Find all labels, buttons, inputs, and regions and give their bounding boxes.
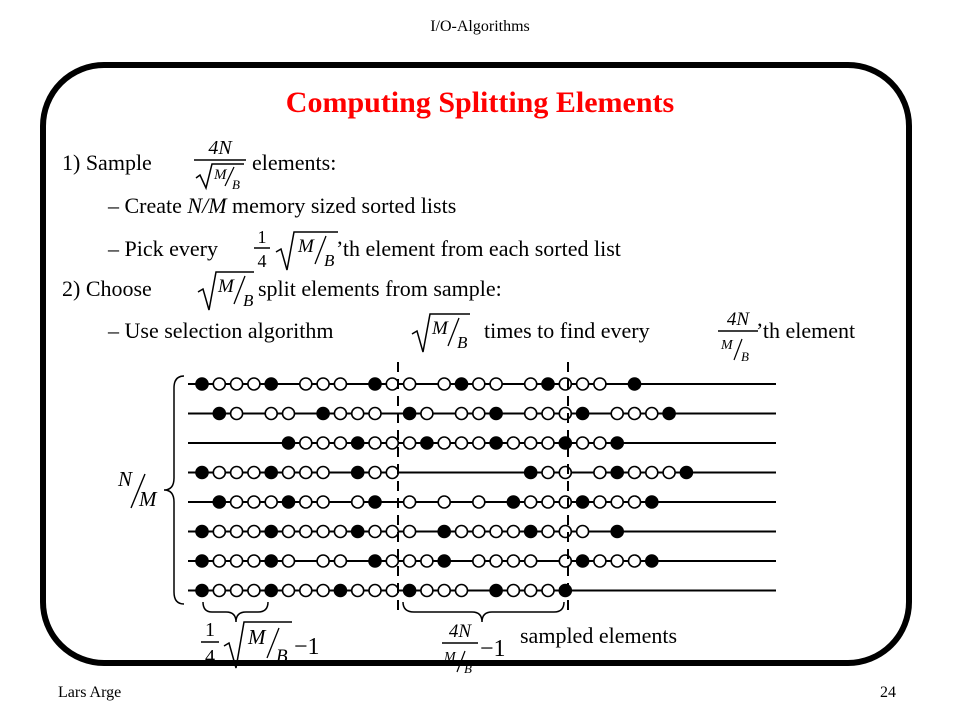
list-element [248,585,260,597]
list-element [317,378,329,390]
list-element [646,408,658,420]
denominator-b: B [741,349,749,364]
list-element [213,555,225,567]
bullet3-prefix: Use selection algorithm [124,318,334,343]
bullet2-dash: – [108,236,119,261]
sampled-element [196,378,208,390]
list-row [188,585,776,597]
list-element [490,555,502,567]
header-title: I/O-Algorithms [430,18,530,35]
radicand-b: B [324,251,335,270]
list-element [542,408,554,420]
list-element [559,555,571,567]
denominator-m: M [444,650,456,665]
list-element [594,555,606,567]
bullet3-dash: – [108,318,119,343]
list-element [646,467,658,479]
sampled-element [334,585,346,597]
sampled-element [663,408,675,420]
sampled-element [213,496,225,508]
sampled-element [680,467,692,479]
list-element [213,467,225,479]
list-element [525,585,537,597]
sampled-element [646,496,658,508]
sampled-element [507,496,519,508]
list-element [369,408,381,420]
sampled-element [611,437,623,449]
list-element [248,555,260,567]
step2-prefix: 2) Choose [62,276,152,301]
list-element [490,526,502,538]
list-row [188,526,776,538]
list-element [404,437,416,449]
sampled-element [317,408,329,420]
brace-label-m: M [139,487,157,511]
list-element [265,408,277,420]
list-element [577,378,589,390]
sampled-element [438,526,450,538]
list-element [507,555,519,567]
sampled-element [265,467,277,479]
slide-title: Computing Splitting Elements [285,86,675,119]
list-element [559,496,571,508]
list-element [248,467,260,479]
list-element [559,467,571,479]
list-element [404,496,416,508]
list-element [300,437,312,449]
radicand-m: M [432,318,448,339]
list-element [334,526,346,538]
list-element [525,437,537,449]
list-element [352,585,364,597]
list-element [629,555,641,567]
sampled-element [525,526,537,538]
list-element [283,467,295,479]
list-element [559,378,571,390]
list-element [231,585,243,597]
list-element [334,408,346,420]
list-row [188,467,776,479]
sampled-element [352,526,364,538]
list-row [188,496,776,508]
list-element [248,496,260,508]
list-element [559,408,571,420]
sampled-element [577,496,589,508]
step1-prefix: 1) Sample [62,150,152,175]
sampled-element [438,555,450,567]
list-element [663,467,675,479]
list-element [265,496,277,508]
sampled-element [404,408,416,420]
list-element [369,585,381,597]
minus-one: −1 [480,636,506,662]
list-element [629,467,641,479]
footer-author: Lars Arge [58,684,122,701]
sampled-element [421,437,433,449]
sampled-element [490,408,502,420]
sampled-element [629,378,641,390]
list-element [456,585,468,597]
list-element [334,437,346,449]
sampled-element [559,437,571,449]
list-element [594,437,606,449]
quarter-denominator: 4 [205,646,215,668]
list-element [317,555,329,567]
bullet3-middle: times to find every [484,318,650,343]
list-element [231,496,243,508]
list-element [507,526,519,538]
sampled-element [352,467,364,479]
list-element [369,526,381,538]
brace-label-n: N [118,467,133,491]
quarter-numerator: 1 [257,227,267,247]
list-element [473,526,485,538]
denominator-m: M [721,338,733,353]
list-element [213,585,225,597]
list-element [317,496,329,508]
bullet2-suffix: ’th element from each sorted list [336,236,621,261]
list-element [404,555,416,567]
sampled-element [369,555,381,567]
list-element [386,526,398,538]
list-element [438,496,450,508]
list-element [317,526,329,538]
list-element [438,378,450,390]
list-element [248,526,260,538]
list-row [188,437,776,449]
list-element [213,378,225,390]
sampled-element [646,555,658,567]
sampled-element [283,437,295,449]
list-element [283,408,295,420]
quarter-numerator: 1 [205,619,215,641]
list-element [594,496,606,508]
list-element [507,585,519,597]
sampled-element [525,467,537,479]
bullet1-prefix: Create [124,193,182,218]
list-element [473,437,485,449]
list-element [283,555,295,567]
sampled-element [490,437,502,449]
list-element [542,526,554,538]
radicand-m: M [248,625,266,649]
list-element [525,378,537,390]
list-element [542,467,554,479]
list-element [283,585,295,597]
list-element [231,555,243,567]
list-element [611,408,623,420]
list-element [629,496,641,508]
sampled-element [577,408,589,420]
list-element [507,437,519,449]
list-element [421,408,433,420]
sampled-element [196,585,208,597]
sampled-element [611,526,623,538]
step1-suffix: elements: [252,150,337,175]
list-element [334,555,346,567]
quarter-denominator: 4 [257,251,267,271]
radicand-b: B [232,177,240,192]
list-element [369,437,381,449]
list-element [231,408,243,420]
list-element [248,378,260,390]
list-element [421,555,433,567]
list-element [404,526,416,538]
sampled-element [196,526,208,538]
sampled-element [196,467,208,479]
sampled-element [196,555,208,567]
sampled-element [213,408,225,420]
denominator-b: B [464,661,472,676]
list-row [188,555,776,567]
sampled-element [265,526,277,538]
sampled-element [611,467,623,479]
list-element [231,378,243,390]
list-element [525,496,537,508]
list-element [300,378,312,390]
list-rows [188,378,776,597]
fraction-numerator: 4N [208,137,232,159]
list-element [456,526,468,538]
list-element [213,526,225,538]
list-element [456,437,468,449]
list-element [231,467,243,479]
sampled-element [265,555,277,567]
sampled-element [283,496,295,508]
list-element [438,585,450,597]
step2-suffix: split elements from sample: [258,276,502,301]
sampled-element [559,585,571,597]
left-curly-brace [164,376,184,604]
sampled-element [542,378,554,390]
fraction-numerator: 4N [726,309,750,330]
list-element [300,526,312,538]
list-element [629,408,641,420]
list-element [438,437,450,449]
sampled-element [265,378,277,390]
list-element [300,585,312,597]
radicand-m: M [298,236,314,257]
list-element [334,378,346,390]
list-row [188,408,776,420]
list-element [456,408,468,420]
list-element [542,585,554,597]
bullet2-prefix: Pick every [124,236,218,261]
minus-one: −1 [294,634,320,660]
list-element [594,467,606,479]
list-element [542,437,554,449]
sampled-element [456,378,468,390]
list-element [317,437,329,449]
list-element [317,467,329,479]
radicand-b: B [457,333,468,352]
list-element [611,496,623,508]
list-element [317,585,329,597]
list-element [577,526,589,538]
list-element [594,378,606,390]
label-4n-over-m-b-minus-one [440,616,520,676]
list-element [611,555,623,567]
list-element [490,378,502,390]
bullet1-expression: N/M [187,193,227,218]
footer-page-number: 24 [880,684,896,701]
list-element [386,467,398,479]
list-element [300,467,312,479]
list-element [525,408,537,420]
list-element [404,378,416,390]
list-element [352,408,364,420]
sampled-element [369,378,381,390]
sampled-element [490,585,502,597]
list-element [473,408,485,420]
radicand-b: B [243,291,254,310]
list-element [473,555,485,567]
sampled-element [404,585,416,597]
list-element [283,526,295,538]
fraction-numerator: 4N [448,621,472,642]
list-element [473,496,485,508]
list-element [352,496,364,508]
list-element [386,437,398,449]
sampled-element [265,585,277,597]
bullet1-suffix: memory sized sorted lists [232,193,457,218]
list-element [542,496,554,508]
list-element [300,496,312,508]
sampled-elements-label: sampled elements [520,623,678,648]
radicand-m: M [218,276,234,297]
list-element [386,555,398,567]
list-element [369,467,381,479]
bullet3-suffix: ’th element [756,318,856,343]
list-element [473,378,485,390]
list-element [421,585,433,597]
list-element [577,437,589,449]
label-quarter-sqrt-mb-minus-one [198,616,324,672]
list-element [386,585,398,597]
list-element [386,378,398,390]
sampled-element [577,555,589,567]
sampled-element [352,437,364,449]
sampled-element [369,496,381,508]
list-element [525,555,537,567]
radicand-b: B [276,646,288,667]
list-row [188,378,776,390]
bullet1-dash: – [108,193,119,218]
list-element [559,526,571,538]
list-element [231,526,243,538]
radicand-m: M [214,167,227,183]
